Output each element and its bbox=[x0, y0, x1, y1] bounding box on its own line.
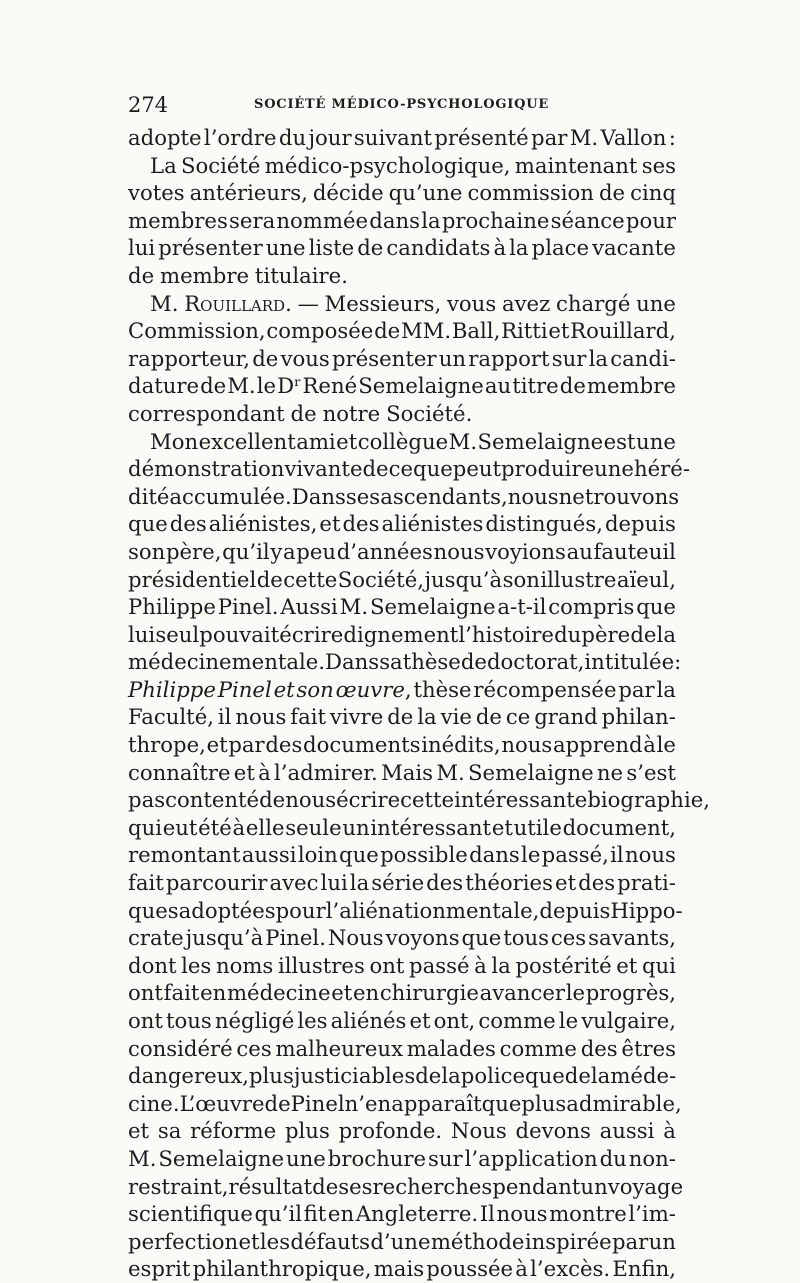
text-line: de membre titulaire. bbox=[128, 262, 348, 288]
text-line: médecine mentale. Dans sa thèse de doctorat, intitulée : bbox=[128, 649, 682, 675]
text-line: considéré ces malheureux malades comme des êtres bbox=[128, 1035, 676, 1061]
text-line: scientifique qu’il fit en Angleterre. Il nous montre l’im- bbox=[128, 1201, 676, 1227]
text-line: ont tous négligé les aliénés et ont, comme le vulgaire, bbox=[128, 1008, 676, 1033]
body-text bbox=[128, 124, 711, 1283]
text-line: Commission, composée de MM. Ball, Ritti et Rouillard, bbox=[128, 318, 676, 344]
text-line: remontant aussi loin que possible dans le passé, il nous bbox=[128, 842, 676, 868]
text-line: M. Semelaigne une brochure sur l’application du non- bbox=[128, 1145, 676, 1171]
text-line: ont fait en médecine et en chirurgie avancer le progrès, bbox=[128, 980, 676, 1006]
text-line: dont les noms illustres ont passé à la postérité et qui bbox=[128, 952, 676, 978]
text-line: démonstration vivante de ce que peut produire une héré- bbox=[128, 456, 690, 482]
text-line: connaître et à l’admirer. Mais M. Semelaigne ne s’est bbox=[128, 759, 676, 785]
text-line: lui présenter une liste de candidats à la place vacante bbox=[128, 235, 676, 261]
text-line: Philippe Pinel et son œuvre, thèse récompensée par la bbox=[128, 676, 676, 702]
text-line: thrope, et par des documents inédits, nous apprend à le bbox=[128, 732, 676, 758]
text-line: pas contenté de nous écrire cette intéressante biographie, bbox=[128, 787, 711, 813]
text-line: perfection et les défauts d’une méthode inspirée par un bbox=[128, 1228, 676, 1254]
text-line: lui seul pouvait écrire dignement l’histoire du père de la bbox=[128, 621, 676, 647]
running-head: SOCIÉTÉ MÉDICO-PSYCHOLOGIQUE bbox=[254, 97, 550, 112]
text-line: adopte l’ordre du jour suivant présenté par M. Vallon : bbox=[128, 125, 676, 150]
text-line: présidentiel de cette Société, jusqu’à son illustre aïeul, bbox=[128, 566, 676, 592]
text-line: cine. L’œuvre de Pinel n’en apparaît que plus admirable, bbox=[128, 1090, 682, 1116]
text-line: Faculté, il nous fait vivre de la vie de ce grand philan- bbox=[128, 704, 676, 730]
text-line: dangereux, plus justiciables de la police que de la méde- bbox=[128, 1063, 677, 1089]
text-line: crate jusqu’à Pinel. Nous voyons que tous ces savants, bbox=[128, 925, 676, 951]
page-header bbox=[128, 92, 676, 118]
text-line: correspondant de notre Société. bbox=[128, 400, 473, 426]
text-line: membres sera nommée dans la prochaine séance pour bbox=[128, 207, 676, 233]
text-line: fait parcourir avec lui la série des théories et des prati- bbox=[128, 870, 676, 896]
text-line: esprit philanthropique, mais poussée à l’excès. Enfin, bbox=[128, 1256, 676, 1282]
text-line: Mon excellent ami et collègue M. Semelaigne est une bbox=[150, 428, 676, 454]
text-line: restraint, résultat de ses recherches pendant un voyage bbox=[128, 1173, 684, 1199]
text-line: qui eut été à elle seule un intéressant et utile document, bbox=[128, 814, 676, 840]
text-line: M. Rouillard. — Messieurs, vous avez chargé une bbox=[150, 290, 676, 316]
text-line: ques adoptées pour l’aliénation mentale, depuis Hippo- bbox=[128, 897, 683, 923]
text-line: votes antérieurs, décide qu’une commission de cinq bbox=[128, 180, 676, 206]
text-line: et sa réforme plus profonde. Nous devons aussi à bbox=[128, 1118, 676, 1144]
text-line: dité accumulée. Dans ses ascendants, nous ne trouvons bbox=[128, 483, 680, 509]
text-line: La Société médico-psychologique, maintenant ses bbox=[150, 152, 676, 178]
text-line: rapporteur, de vous présenter un rapport sur la candi- bbox=[128, 345, 676, 371]
text-line: que des aliénistes, et des aliénistes distingués, depuis bbox=[128, 511, 676, 537]
text-line: son père, qu’il y a peu d’années nous voyions au fauteuil bbox=[128, 538, 676, 564]
text-line: dature de M. le Dʳ René Semelaigne au titre de membre bbox=[128, 373, 676, 399]
page-number: 274 bbox=[128, 93, 169, 117]
text-line: Philippe Pinel. Aussi M. Semelaigne a-t-il compris que bbox=[128, 594, 676, 620]
